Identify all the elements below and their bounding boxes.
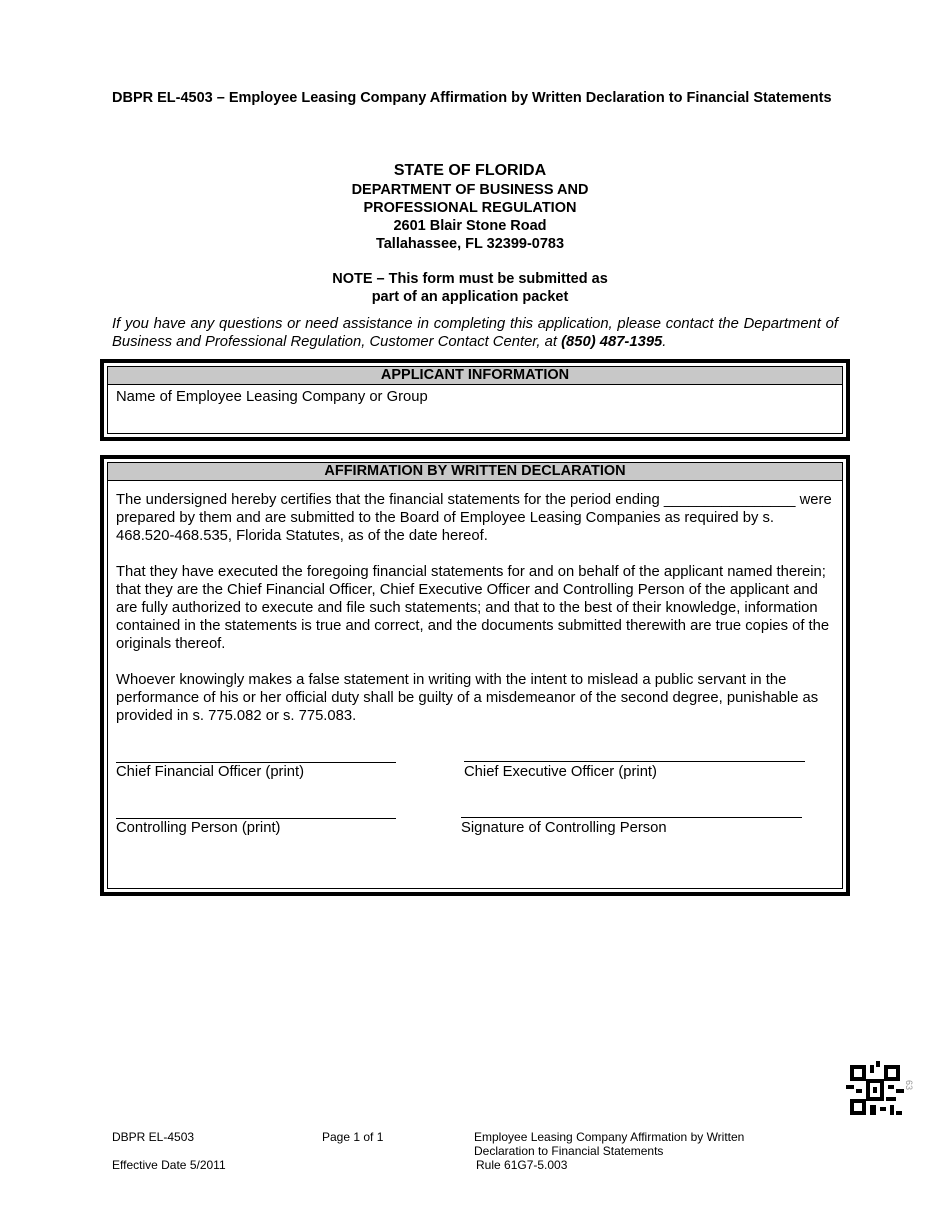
footer-effective-date: Effective Date 5/2011 xyxy=(112,1158,226,1172)
controlling-person-signature-line[interactable] xyxy=(461,817,802,818)
footer-title-line-1: Employee Leasing Company Affirmation by Written xyxy=(474,1130,745,1144)
affirmation-inner xyxy=(107,462,843,889)
controlling-person-line[interactable] xyxy=(116,818,396,819)
footer-form-number: DBPR EL-4503 xyxy=(112,1130,195,1144)
state-name: STATE OF FLORIDA xyxy=(393,162,547,179)
ceo-label: Chief Executive Officer (print) xyxy=(464,764,657,780)
controlling-person-label: Controlling Person (print) xyxy=(116,820,281,836)
contact-text: If you have any questions or need assistance in completing this application, please contact the Department of Business and Professional Regulation, Customer Contact Center, at xyxy=(112,316,838,350)
applicant-information-heading: APPLICANT INFORMATION xyxy=(108,367,842,385)
address-line-1: 2601 Blair Stone Road xyxy=(393,218,547,234)
barcode-number: 63 xyxy=(904,1079,915,1091)
document-title: DBPR EL-4503 – Employee Leasing Company Affirmation by Written Declaration to Financial Statements xyxy=(112,90,832,106)
department-line-2: PROFESSIONAL REGULATION xyxy=(363,200,577,216)
footer-title-line-2: Declaration to Financial Statements xyxy=(474,1144,664,1158)
submission-note xyxy=(0,270,940,306)
false-statement-warning: Whoever knowingly makes a false statement in writing with the intent to mislead a public servant in the performance of his or her official duty shall be guilty of a misdemeanor of the second degree, punishable as provided in s. 775.082 or s. 775.083. xyxy=(116,672,819,724)
applicant-information-inner xyxy=(107,366,843,434)
footer-rule: Rule 61G7-5.003 xyxy=(476,1158,568,1172)
department-line-1: DEPARTMENT OF BUSINESS AND xyxy=(351,182,589,198)
qr-code-icon xyxy=(846,1061,904,1119)
footer-page-number: Page 1 of 1 xyxy=(322,1130,384,1144)
agency-address-block xyxy=(0,181,940,253)
note-line-1: NOTE – This form must be submitted as xyxy=(332,271,608,287)
contact-end: . xyxy=(662,334,667,350)
company-name-label: Name of Employee Leasing Company or Group xyxy=(116,389,428,405)
signature-label: Signature of Controlling Person xyxy=(461,820,667,836)
contact-phone: (850) 487-1395 xyxy=(561,334,663,350)
affirmation-heading: AFFIRMATION BY WRITTEN DECLARATION xyxy=(108,463,842,481)
contact-instructions xyxy=(112,315,838,351)
affirmation-box xyxy=(100,455,850,896)
applicant-information-box xyxy=(100,359,850,441)
cfo-label: Chief Financial Officer (print) xyxy=(116,764,305,780)
cfo-signature-line[interactable] xyxy=(116,762,396,763)
authorization-paragraph: That they have executed the foregoing financial statements for and on behalf of the applicant named therein; that they are the Chief Financial Officer, Chief Executive Officer and Controlling Person of the applicant and are fully authorized to execute and file such statements; and that to the best of their knowledge, information contained in the statements is true and correct, and the documents submitted therewith are true copies of the originals thereof. xyxy=(116,564,830,652)
address-line-2: Tallahassee, FL 32399-0783 xyxy=(375,236,565,252)
note-line-2: part of an application packet xyxy=(371,289,569,305)
ceo-signature-line[interactable] xyxy=(464,761,805,762)
certification-paragraph: The undersigned hereby certifies that the financial statements for the period ending ________________ were prepared by them and are submitted to the Board of Employee Leasing Companies as required by s. 468.520-468.535, Florida Statutes, as of the date hereof. xyxy=(116,492,832,544)
